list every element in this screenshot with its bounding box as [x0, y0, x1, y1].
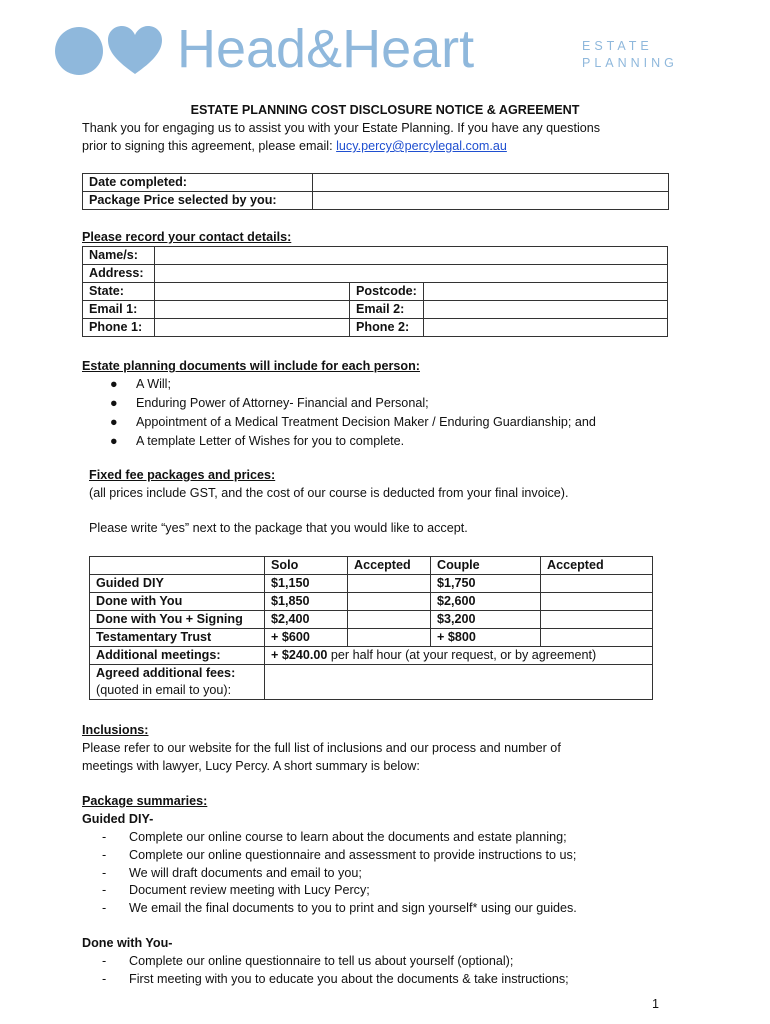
guided-diy-title: Guided DIY-: [82, 812, 154, 826]
logo-wordmark: Head&Heart: [177, 19, 475, 79]
solo-accepted-field[interactable]: [348, 611, 431, 629]
package-price-label: Package Price selected by you:: [83, 192, 313, 210]
list-item: [110, 432, 596, 451]
done-with-you-list: [102, 953, 569, 989]
list-item-text: Appointment of a Medical Treatment Decision Maker / Enduring Guardianship; and: [136, 415, 596, 429]
phone-2-field[interactable]: [423, 319, 667, 337]
bullet-icon: ●: [110, 415, 118, 429]
couple-accepted-field[interactable]: [541, 593, 653, 611]
price-table-corner: [90, 557, 265, 575]
logo-subtitle: [582, 38, 678, 72]
dash-icon: -: [102, 883, 107, 898]
list-item-text: A Will;: [136, 377, 171, 391]
list-item: [102, 900, 577, 918]
dash-icon: -: [102, 847, 107, 862]
list-item-text: A template Letter of Wishes for you to complete.: [136, 434, 405, 448]
fixed-fee-heading: Fixed fee packages and prices:: [89, 468, 276, 482]
date-completed-label: Date completed:: [83, 174, 313, 192]
fixed-fee-instruction: Please write “yes” next to the package that you would like to accept.: [89, 521, 468, 535]
table-row: [90, 611, 653, 629]
dash-icon: -: [102, 865, 107, 880]
solo-accepted-field[interactable]: [348, 575, 431, 593]
list-item-text: Document review meeting with Lucy Percy;: [129, 883, 370, 898]
done-with-you-title: Done with You-: [82, 936, 173, 950]
list-item: [110, 413, 596, 432]
bullet-icon: ●: [110, 434, 118, 448]
intro-line-1: Thank you for engaging us to assist you with your Estate Planning. If you have any questions: [82, 121, 601, 135]
list-item: [110, 394, 596, 413]
additional-meetings-label: Additional meetings:: [90, 647, 265, 665]
circle-icon: [55, 27, 103, 75]
additional-meetings-terms: per half hour (at your request, or by agreement): [327, 648, 597, 662]
heart-icon: [108, 26, 162, 76]
agreed-fees-label: Agreed additional fees:: [96, 666, 236, 680]
inclusions-line-2: meetings with lawyer, Lucy Percy. A short summary is below:: [82, 759, 420, 773]
documents-list: [110, 375, 596, 451]
intro-line-2: [82, 139, 507, 153]
couple-accepted-field[interactable]: [541, 629, 653, 647]
list-item: [102, 882, 577, 900]
documents-heading: Estate planning documents will include for each person:: [82, 359, 420, 373]
dash-icon: -: [102, 971, 107, 986]
email-2-label: Email 2:: [350, 301, 424, 319]
list-item-text: Enduring Power of Attorney- Financial and Personal;: [136, 396, 429, 410]
table-row: [90, 629, 653, 647]
solo-price: $1,150: [265, 575, 348, 593]
agreed-fees-label-cell: [90, 665, 265, 700]
dash-icon: -: [102, 830, 107, 844]
logo-sub-planning: PLANNING: [582, 56, 678, 70]
solo-accepted-field[interactable]: [348, 629, 431, 647]
email-1-field[interactable]: [155, 301, 350, 319]
phone-1-field[interactable]: [155, 319, 350, 337]
package-selection-table: [82, 173, 669, 210]
logo-sub-estate: ESTATE: [582, 39, 653, 53]
bullet-icon: ●: [110, 377, 118, 391]
state-label: State:: [83, 283, 155, 301]
bullet-icon: ●: [110, 396, 118, 410]
agreed-fees-field[interactable]: [265, 665, 653, 700]
package-name: Guided DIY: [90, 575, 265, 593]
address-field[interactable]: [155, 265, 668, 283]
solo-header: Solo: [265, 557, 348, 575]
package-name: Testamentary Trust: [90, 629, 265, 647]
intro-line-2-text: prior to signing this agreement, please email:: [82, 139, 337, 153]
package-name: Done with You: [90, 593, 265, 611]
couple-price: $3,200: [431, 611, 541, 629]
list-item-text: Complete our online questionnaire and assessment to provide instructions to us;: [129, 847, 577, 862]
table-row: [90, 557, 653, 575]
email-2-field[interactable]: [423, 301, 667, 319]
list-item: [102, 971, 569, 989]
additional-meetings-price: [265, 647, 653, 665]
package-price-field[interactable]: [313, 192, 669, 210]
state-field[interactable]: [155, 283, 350, 301]
couple-price: $2,600: [431, 593, 541, 611]
list-item: [110, 375, 596, 394]
list-item-text: First meeting with you to educate you about the documents & take instructions;: [129, 971, 569, 986]
solo-price: + $600: [265, 629, 348, 647]
contact-table: [82, 246, 668, 337]
page-number: 1: [652, 997, 660, 1011]
names-field[interactable]: [155, 247, 668, 265]
address-label: Address:: [83, 265, 155, 283]
table-row: [90, 647, 653, 665]
list-item-text: We email the final documents to you to print and sign yourself* using our guides.: [129, 901, 577, 916]
postcode-label: Postcode:: [350, 283, 424, 301]
list-item: [102, 847, 577, 865]
solo-price: $2,400: [265, 611, 348, 629]
couple-accepted-header: Accepted: [541, 557, 653, 575]
price-table: [89, 556, 653, 700]
list-item: [102, 829, 577, 847]
dash-icon: -: [102, 901, 107, 916]
list-item-text: Complete our online course to learn about the documents and estate planning;: [129, 830, 567, 844]
postcode-field[interactable]: [423, 283, 667, 301]
table-row: [90, 575, 653, 593]
solo-accepted-header: Accepted: [348, 557, 431, 575]
solo-accepted-field[interactable]: [348, 593, 431, 611]
additional-meetings-amount: + $240.00: [271, 648, 328, 662]
inclusions-heading: Inclusions:: [82, 723, 149, 737]
fixed-fee-note: (all prices include GST, and the cost of our course is deducted from your final invoice).: [89, 486, 569, 500]
dash-icon: -: [102, 954, 107, 968]
guided-diy-list: [102, 829, 577, 918]
couple-header: Couple: [431, 557, 541, 575]
summaries-heading: Package summaries:: [82, 794, 208, 808]
list-item-text: Complete our online questionnaire to tell us about yourself (optional);: [129, 954, 514, 968]
email-1-label: Email 1:: [83, 301, 155, 319]
list-item: [102, 953, 569, 971]
brand-logo: [55, 19, 695, 79]
phone-1-label: Phone 1:: [83, 319, 155, 337]
contact-heading: Please record your contact details:: [82, 230, 292, 244]
agreed-fees-note: (quoted in email to you):: [96, 683, 232, 697]
package-name: Done with You + Signing: [90, 611, 265, 629]
phone-2-label: Phone 2:: [350, 319, 424, 337]
couple-accepted-field[interactable]: [541, 611, 653, 629]
couple-price: $1,750: [431, 575, 541, 593]
list-item-text: We will draft documents and email to you;: [129, 865, 362, 880]
couple-price: + $800: [431, 629, 541, 647]
names-label: Name/s:: [83, 247, 155, 265]
table-row: [90, 593, 653, 611]
couple-accepted-field[interactable]: [541, 575, 653, 593]
list-item: [102, 865, 577, 883]
date-completed-field[interactable]: [313, 174, 669, 192]
document-title: ESTATE PLANNING COST DISCLOSURE NOTICE & AGREEMENT: [190, 103, 580, 117]
table-row: [90, 665, 653, 700]
solo-price: $1,850: [265, 593, 348, 611]
inclusions-line-1: Please refer to our website for the full list of inclusions and our process and number of: [82, 741, 561, 755]
contact-email-link[interactable]: lucy.percy@percylegal.com.au: [336, 139, 507, 153]
